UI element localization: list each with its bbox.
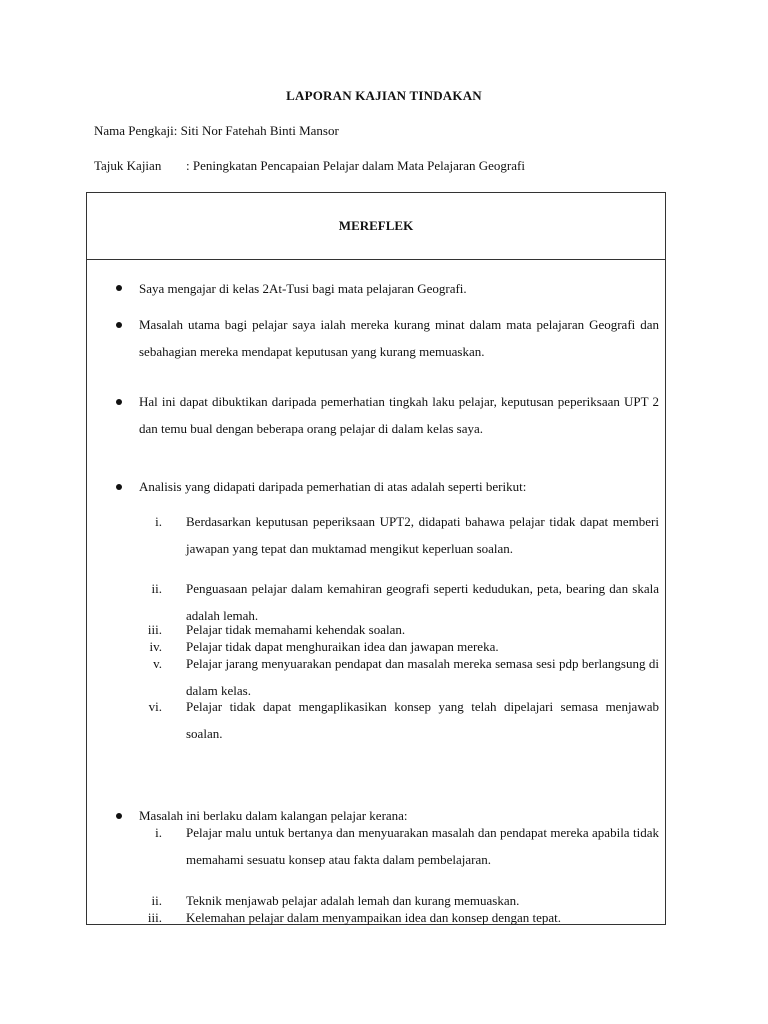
list-item-text: Pelajar malu untuk bertanya dan menyuarakan masalah dan pendapat mereka apabila tidak memahami sesuatu konsep atau fakta dalam pembelajaran. — [186, 825, 659, 867]
list-item-text: Pelajar tidak dapat mengaplikasikan konsep yang telah dipelajari semasa menjawab soalan. — [186, 699, 659, 741]
list-item-text: Pelajar tidak memahami kehendak soalan. — [186, 622, 406, 637]
bullet-dot — [116, 484, 122, 490]
list-number: iii. — [147, 622, 162, 637]
list-number: v. — [153, 656, 162, 671]
topic-value: : Peningkatan Pencapaian Pelajar dalam Mata Pelajaran Geografi — [186, 158, 525, 173]
list-item-text: Kelemahan pelajar dalam menyampaikan idea dan konsep dengan tepat. — [186, 910, 562, 925]
bullet-text: Hal ini dapat dibuktikan daripada pemerhatian tingkah laku pelajar, keputusan peperiksaan UPT 2 dan temu bual dengan beberapa orang pelajar di dalam kelas saya. — [139, 394, 659, 436]
bullet-text: Analisis yang didapati daripada pemerhatian di atas adalah seperti berikut: — [139, 479, 527, 494]
document-title: LAPORAN KAJIAN TINDAKAN — [286, 88, 482, 103]
bullet-text: Masalah ini berlaku dalam kalangan pelajar kerana: — [139, 808, 408, 823]
list-item-text: Pelajar jarang menyuarakan pendapat dan masalah mereka semasa sesi pdp berlangsung di dalam kelas. — [186, 656, 659, 698]
topic-label: Tajuk Kajian — [94, 158, 162, 173]
bullet-dot — [116, 322, 122, 328]
bullet-dot — [116, 285, 122, 291]
section-heading: MEREFLEK — [338, 218, 414, 233]
list-number: i. — [155, 825, 162, 840]
researcher-line: Nama Pengkaji: Siti Nor Fatehah Binti Mansor — [94, 123, 339, 138]
list-number: iii. — [147, 910, 162, 925]
bullet-dot — [116, 399, 122, 405]
list-item-text: Penguasaan pelajar dalam kemahiran geografi seperti kedudukan, peta, bearing dan skala adalah lemah. — [186, 581, 659, 623]
list-number: vi. — [148, 699, 162, 714]
table-header-divider — [86, 259, 666, 260]
list-item-text: Berdasarkan keputusan peperiksaan UPT2, didapati bahawa pelajar tidak dapat memberi jawapan yang tepat dan muktamad mengikut keperluan soalan. — [186, 514, 659, 556]
list-number: ii. — [151, 581, 162, 596]
list-item-text: Teknik menjawab pelajar adalah lemah dan kurang memuaskan. — [186, 893, 520, 908]
bullet-text: Masalah utama bagi pelajar saya ialah mereka kurang minat dalam mata pelajaran Geografi dan sebahagian mereka mendapat keputusan yang kurang memuaskan. — [139, 317, 659, 359]
list-number: i. — [155, 514, 162, 529]
list-number: iv. — [149, 639, 162, 654]
list-item-text: Pelajar tidak dapat menghuraikan idea dan jawapan mereka. — [186, 639, 499, 654]
bullet-text: Saya mengajar di kelas 2At-Tusi bagi mata pelajaran Geografi. — [139, 281, 467, 296]
list-number: ii. — [151, 893, 162, 908]
bullet-dot — [116, 813, 122, 819]
